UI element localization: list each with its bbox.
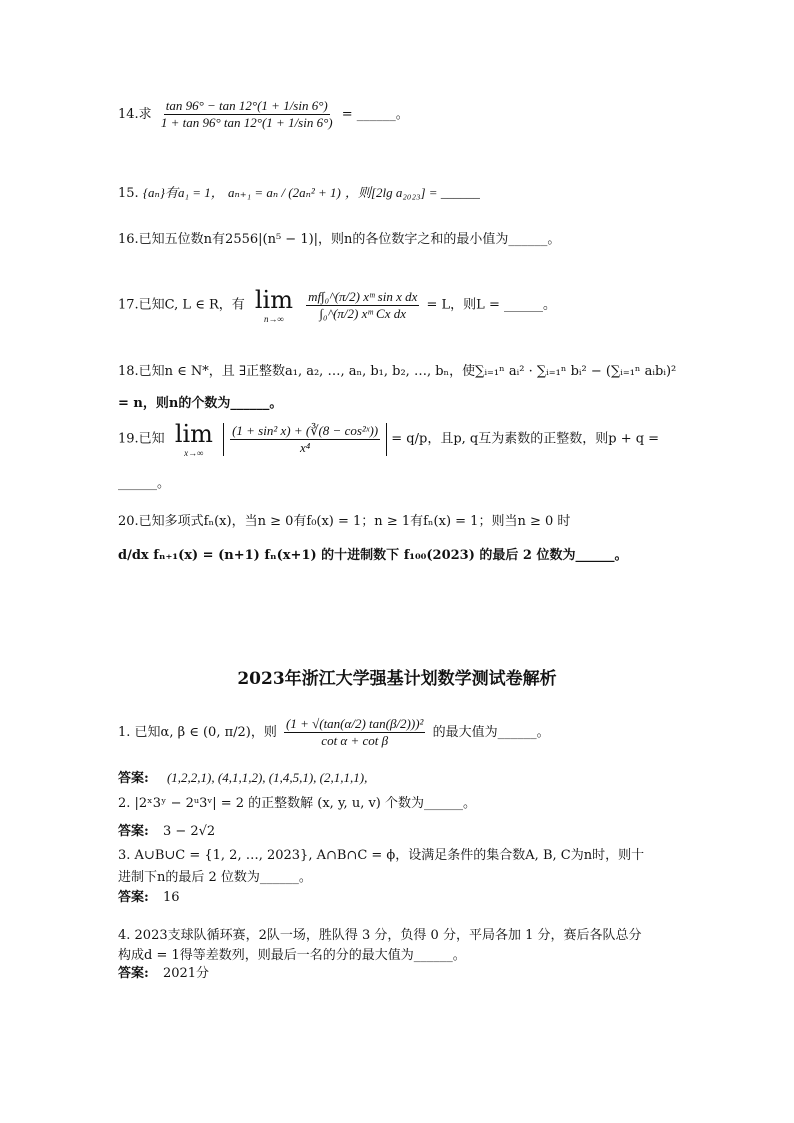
problem-18-line-2	[118, 392, 282, 411]
solution-3-line-1-text: 3. A∪B∪C = {1, 2, …, 2023}, A∩B∩C = ϕ，设满足条件的集合数A, B, C为n时，则十	[118, 848, 645, 863]
problem-19-lim: lim	[174, 420, 213, 448]
solution-4-answer	[118, 962, 209, 981]
problem-20-line-1	[118, 510, 570, 529]
solution-4-answer-value: 2021分	[162, 966, 210, 981]
solution-3-answer-label: 答案:	[118, 890, 149, 905]
problem-14-denominator: 1 + tan 96° tan 12°(1 + 1/sin 6°)	[160, 115, 333, 130]
problem-17-lead: 17.已知C, L ∈ R，有	[118, 297, 245, 313]
problem-20-line-2-text: d/dx fₙ₊₁(x) = (n+1) fₙ(x+1) 的十进制数下 f₁₀₀(2023) 的最后 2 位数为______。	[118, 548, 628, 563]
solution-4-line-1	[118, 924, 642, 943]
problem-17-tail: = L，则L = ______。	[426, 297, 556, 313]
solution-3-answer-value: 16	[162, 890, 180, 905]
problem-15-recurrence: aₙ₊₁ = aₙ / (2aₙ² + 1)	[227, 185, 341, 200]
problem-15-text-a: {aₙ}有a₁ = 1，	[142, 185, 224, 200]
problem-14-numerator: tan 96° − tan 12°(1 + 1/sin 6°)	[165, 98, 328, 113]
problem-19	[118, 420, 659, 458]
problem-19-tail: = q/p，且p, q互为素数的正整数，则p + q =	[391, 431, 660, 447]
problem-15-lead: 15.	[118, 186, 139, 201]
solution-4-line-1-text: 4. 2023支球队循环赛，2队一场，胜队得 3 分，负得 0 分，平局各加 1 分，赛后各队总分	[118, 928, 642, 943]
solution-2-answer-value: 3 − 2√2	[162, 824, 216, 839]
solution-3-line-2	[118, 866, 312, 885]
problem-14-tail: = ______。	[341, 107, 409, 122]
problem-16	[118, 228, 560, 247]
problem-15	[118, 182, 480, 201]
problem-17-denominator: ∫₀^(π/2) xᵐ Cx dx	[319, 305, 406, 321]
solution-4-line-2	[118, 944, 466, 963]
problem-18-line-1-text: 18.已知n ∈ N*，且 ∃正整数a₁, a₂, …, aₙ, b₁, b₂, …, bₙ，使∑ᵢ₌₁ⁿ aᵢ² · ∑ᵢ₌₁ⁿ bᵢ² − (∑ᵢ₌₁ⁿ aᵢbᵢ)²	[118, 364, 677, 379]
problem-15-text-b: ，则[2lg a₂₀₂₃] = ______	[344, 185, 480, 200]
solution-1	[118, 716, 550, 749]
solution-1-answer	[118, 767, 367, 786]
problem-19-denominator: x⁴	[299, 439, 311, 455]
solution-1-lead: 1. 已知α, β ∈ (0, π/2)，则	[118, 725, 277, 740]
solution-2	[118, 792, 476, 811]
problem-14	[118, 98, 409, 131]
problem-18-line-1	[118, 360, 676, 379]
problem-19-line-2	[118, 472, 170, 491]
solution-1-tail: 的最大值为______。	[432, 725, 550, 740]
solution-3-line-1	[118, 844, 644, 863]
solution-4-answer-label: 答案:	[118, 966, 149, 981]
problem-14-lead: 14.求	[118, 107, 152, 122]
solution-2-answer-label: 答案:	[118, 824, 149, 839]
problem-19-line-2-text: ______。	[118, 476, 171, 491]
problem-20-line-2	[118, 544, 627, 563]
problem-16-text: 16.已知五位数n有2556|(n⁵ − 1)|，则n的各位数字之和的最小值为______。	[118, 232, 561, 247]
problem-18-line-2-text: = n，则n的个数为______。	[118, 396, 283, 411]
problem-19-lim-sub: x→∞	[184, 448, 204, 458]
solution-1-answer-label: 答案:	[118, 771, 149, 786]
solution-1-answer-value: (1,2,2,1), (4,1,1,2), (1,4,5,1), (2,1,1,1),	[166, 770, 368, 785]
problem-17	[118, 286, 556, 324]
solution-2-question: 2. |2ˣ3ʸ − 2ᵘ3ᵛ| = 2 的正整数解 (x, y, u, v) 个数为______。	[118, 796, 477, 811]
problem-20-line-1-text: 20.已知多项式fₙ(x)，当n ≥ 0有f₀(x) = 1；n ≥ 1有fₙ(x) = 1；则当n ≥ 0 时	[118, 514, 571, 529]
solution-4-line-2-text: 构成d = 1得等差数列，则最后一名的分的最大值为______。	[118, 948, 466, 963]
solution-2-answer	[118, 820, 215, 839]
solution-3-answer	[118, 886, 180, 905]
problem-17-lim: lim	[254, 286, 293, 314]
solution-1-numerator: (1 + √(tan(α/2) tan(β/2)))²	[286, 716, 424, 731]
problem-19-numerator: (1 + sin² x) + (∛(8 − cos²ˣ))	[232, 422, 379, 438]
solutions-title: 2023年浙江大学强基计划数学测试卷解析	[237, 669, 557, 689]
problem-17-lim-sub: n→∞	[263, 314, 284, 324]
problem-17-numerator: mf∫₀^(π/2) xᵐ sin x dx	[308, 288, 418, 304]
solution-1-denominator: cot α + cot β	[321, 733, 389, 748]
solution-3-line-2-text: 进制下n的最后 2 位数为______。	[118, 870, 312, 885]
problem-19-lead: 19.已知	[118, 431, 165, 447]
